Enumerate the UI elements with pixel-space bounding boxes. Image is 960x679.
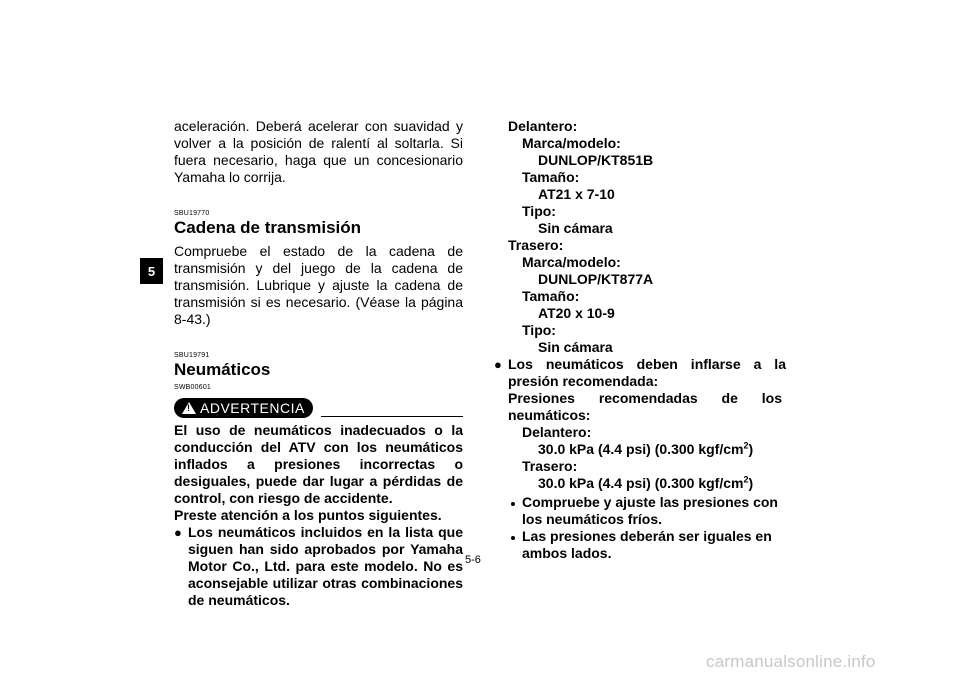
front-size: AT21 x 7-10	[538, 186, 615, 202]
front-brand: DUNLOP/KT851B	[538, 152, 654, 168]
rear-heading: Trasero:	[508, 237, 564, 253]
section-title-chain: Cadena de transmisión	[174, 218, 362, 237]
rear-size: AT20 x 10-9	[538, 305, 615, 321]
brand-label: Marca/modelo:	[522, 254, 621, 270]
bullet-item: ● Los neumáticos deben inflarse a la presión recomendada:	[494, 356, 786, 390]
left-column	[174, 118, 463, 609]
warning-triangle-icon: !	[182, 402, 196, 414]
page-number: 5-6	[465, 554, 481, 566]
chapter-tab: 5	[140, 258, 163, 284]
pressure-rear-label: Trasero:	[522, 458, 578, 474]
bullet-item: ● Los neumáticos incluidos en la lista que siguen han sido aprobados por Yamaha Motor Co., Ltd. para este modelo. No es aconsejable utilizar otras combinaciones de neumáticos.	[174, 524, 463, 609]
warning-badge	[174, 398, 313, 418]
chain-paragraph: Compruebe el estado de la cadena de transmisión y del juego de la cadena de transmisión. Lubrique y ajuste la cadena de transmisión si es necesario. (Véase la página 8-43.)	[174, 243, 463, 327]
rear-type: Sin cámara	[538, 339, 613, 355]
warning-label: ADVERTENCIA	[200, 399, 305, 416]
type-label: Tipo:	[522, 322, 556, 338]
front-type: Sin cámara	[538, 220, 613, 236]
pressure-front-label: Delantero:	[522, 424, 592, 440]
section-title-tires: Neumáticos	[174, 360, 271, 379]
sub-bullet-item: Compruebe y ajuste las presiones con los neumáticos fríos.	[508, 494, 786, 528]
section-code: SBU19791	[174, 352, 210, 359]
pressure-heading: Presiones recomendadas de los neumáticos:	[508, 390, 782, 423]
sub-bullet-item: Las presiones deberán ser iguales en ambos lados.	[508, 528, 786, 562]
type-label: Tipo:	[522, 203, 556, 219]
brand-label: Marca/modelo:	[522, 135, 621, 151]
warning-text: El uso de neumáticos inadecuados o la conducción del ATV con los neumáticos inflados a presiones incorrectas o desiguales, puede dar lugar a pérdidas de control, con riesgo de accidente.	[174, 422, 463, 506]
intro-paragraph: aceleración. Deberá acelerar con suavidad y volver a la posición de ralentí al soltarla. Si fuera necesario, haga que un concesionario Yamaha lo corrija.	[174, 118, 463, 185]
section-code: SBU19770	[174, 210, 210, 217]
right-column	[494, 118, 786, 562]
front-heading: Delantero:	[508, 118, 578, 134]
size-label: Tamaño:	[522, 288, 580, 304]
attention-text: Preste atención a los puntos siguientes.	[174, 507, 442, 523]
pressure-front-value: 30.0 kPa (4.4 psi) (0.300 kgf/$cm^2$)	[538, 440, 754, 457]
watermark: carmanualsonline.info	[706, 652, 876, 671]
pressure-rear-value: 30.0 kPa (4.4 psi) (0.300 kgf/$cm^2$)	[538, 474, 754, 491]
warning-header	[174, 394, 463, 418]
warning-code: SWB00601	[174, 384, 212, 391]
size-label: Tamaño:	[522, 169, 580, 185]
rear-brand: DUNLOP/KT877A	[538, 271, 654, 287]
warning-rule	[321, 416, 463, 417]
